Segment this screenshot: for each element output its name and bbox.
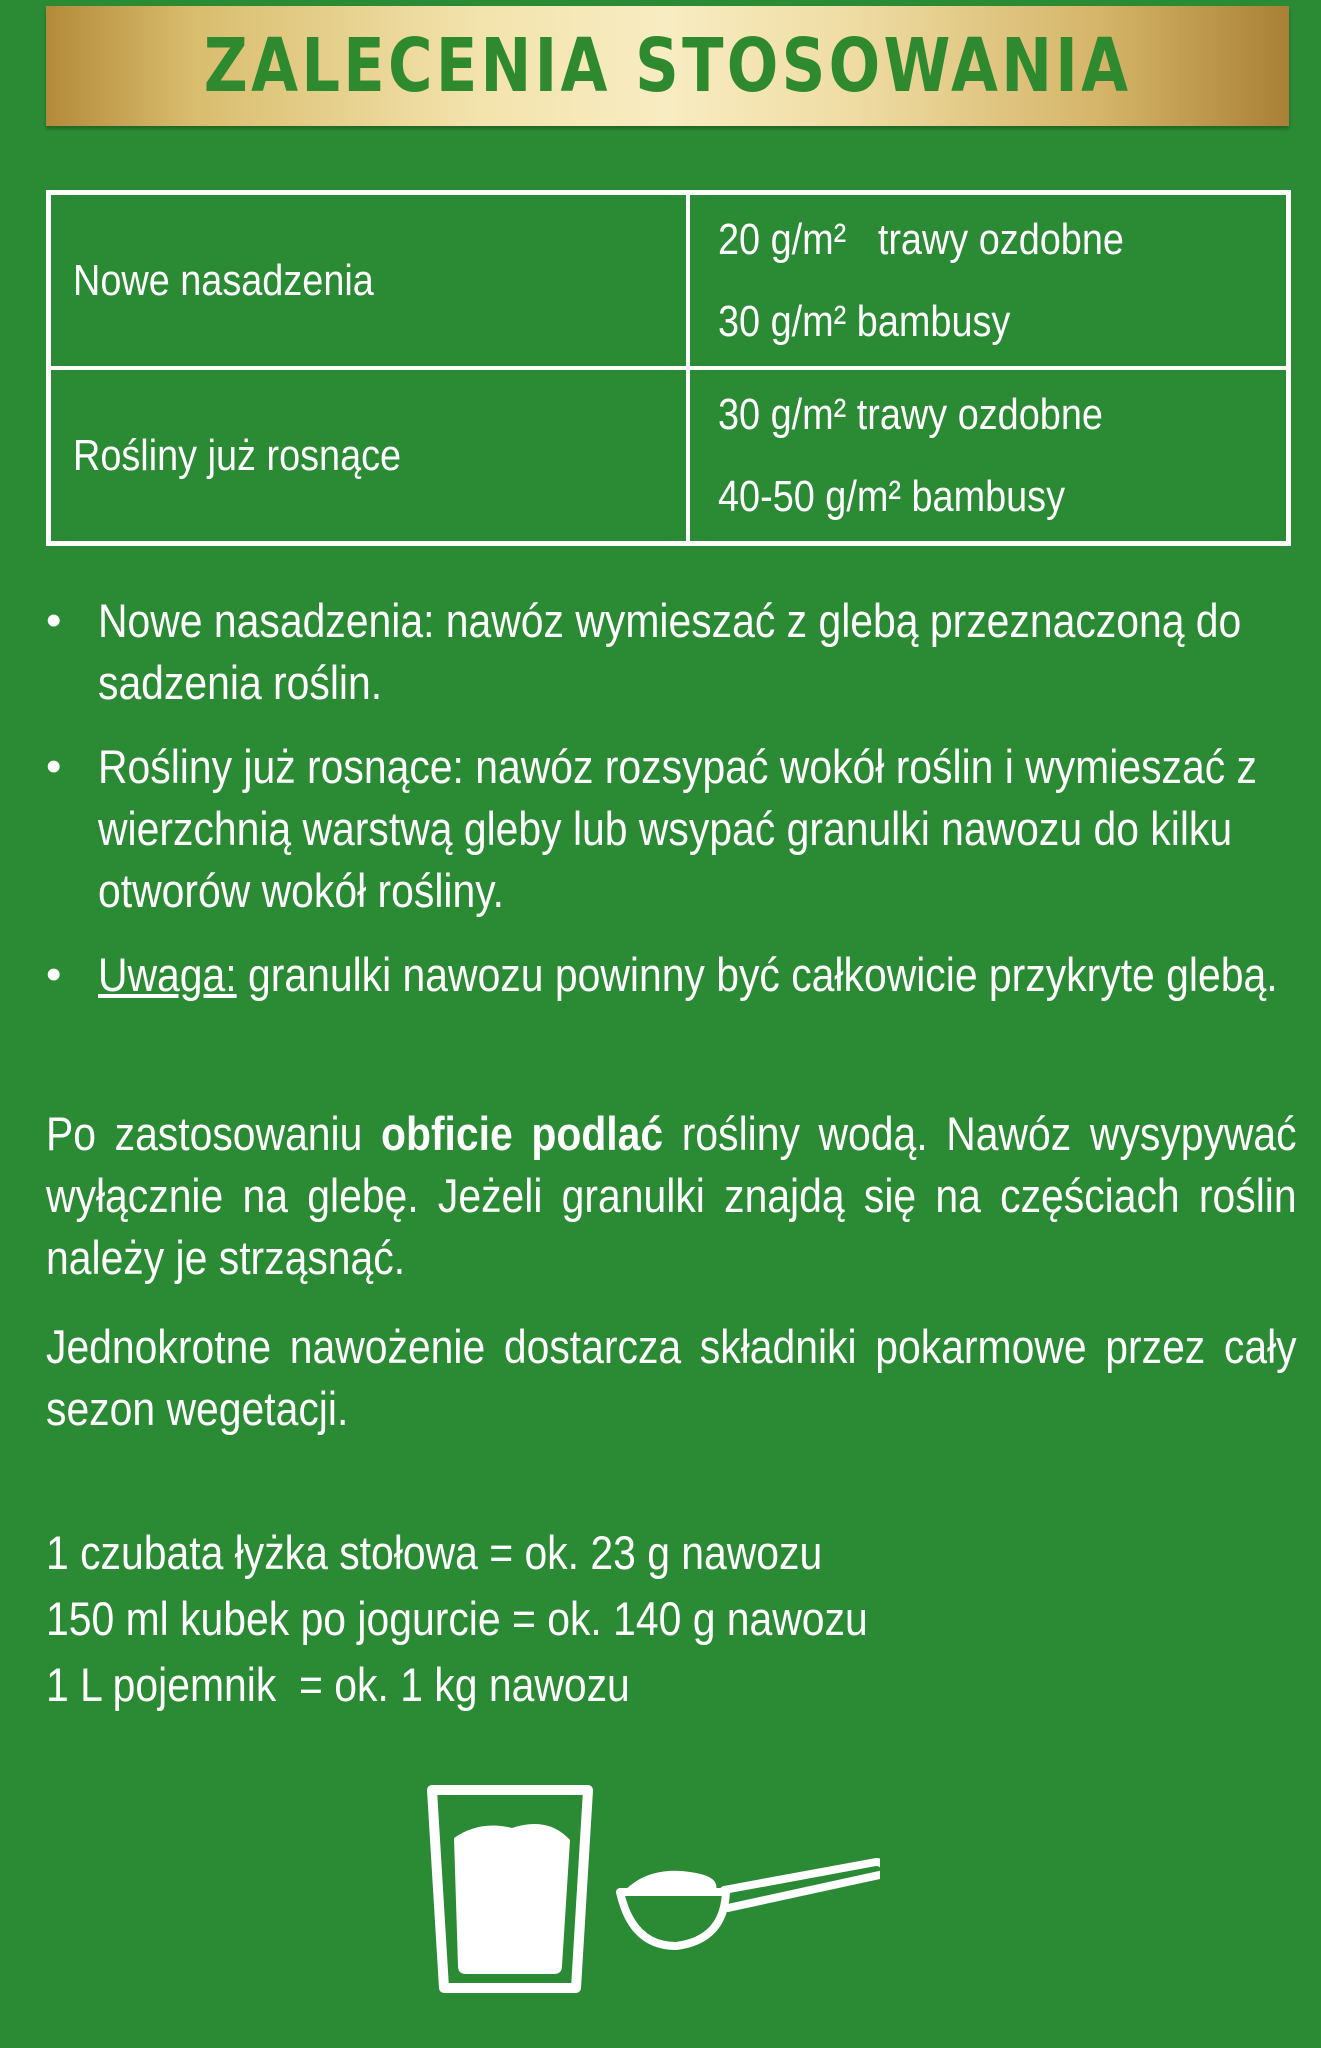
measure-line: 1 L pojemnik = ok. 1 kg nawozu [46,1658,630,1711]
season-paragraph: Jednokrotne nawożenie dostarcza składniki pokarmowe przez cały sezon wegetacji. [46,1320,1297,1435]
row-label: Rośliny już rosnące [49,368,689,544]
dose-value: 40-50 g/m² bambusy [718,471,1066,521]
row-values [688,368,1289,544]
scoop-icon [620,1862,880,1946]
header-banner [46,6,1289,126]
measures-list [46,1520,991,1718]
emphasis-text: obficie podlać [380,1107,664,1160]
table-row [49,368,1289,544]
dose-value: 30 g/m² trawy ozdobne [718,389,1103,439]
instructions-list [46,590,1296,1028]
warning-label: Uwaga: [98,948,237,1001]
watering-paragraph: Po zastosowaniu obficie podlać rośliny wodą. Nawóz wysypywać wyłącznie na glebę. Jeżeli granulki znajdą się na częściach roślin należy je strząsnąć. [46,1107,1308,1284]
dose-value: 30 g/m² bambusy [718,296,1011,346]
table-row [49,193,1289,369]
list-item: • Rośliny już rosnące: nawóz rozsypać wokół roślin i wymieszać z wierzchnią warstwą gleby lub wsypać granulki nawozu do kilku otworów wokół rośliny. [46,736,1296,922]
measure-line: 150 ml kubek po jogurcie = ok. 140 g nawozu [46,1592,868,1645]
measure-line: 1 czubata łyżka stołowa = ok. 23 g nawozu [46,1526,823,1579]
row-label: Nowe nasadzenia [49,193,689,369]
row-values [688,193,1289,369]
dose-value: 20 g/m² trawy ozdobne [718,214,1124,264]
cup-icon [432,1790,588,1988]
dosage-table [46,190,1291,546]
list-item: • Nowe nasadzenia: nawóz wymieszać z glebą przeznaczoną do sadzenia roślin. [46,590,1296,714]
list-item: • Uwaga: granulki nawozu powinny być całkowicie przykryte glebą. [46,944,1296,1006]
measure-icons [420,1778,880,2013]
page-title: ZALECENIA STOSOWANIA [203,23,1132,109]
